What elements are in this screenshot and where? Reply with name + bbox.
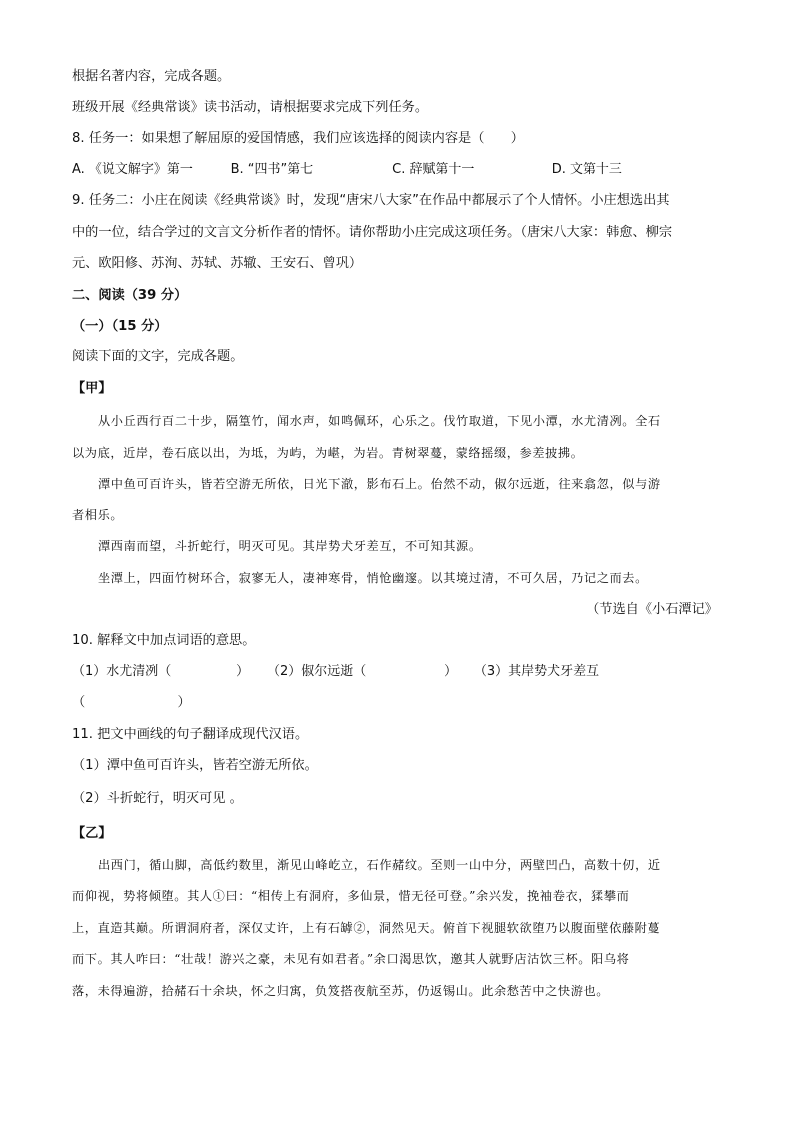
reading-instruction: 阅读下面的文字，完成各题。 — [72, 349, 244, 364]
passage-yi-line: 落，未得遍游，拾赭石十余块，怀之归寓，负笈搭夜航至苏，仍返锡山。此余愁苦中之快游也。 — [72, 984, 610, 998]
q10-item-3: （3）其岸势犬牙差互 — [473, 664, 600, 679]
q10-item-3-blank: （ ） — [72, 695, 191, 710]
q10-item-2: （2）俶尔远逝（ ） — [267, 664, 458, 679]
passage-yi-line: 而下。其人咋曰：“壮哉！游兴之豪，未见有如君者。”余口渴思饮，邀其人就野店沽饮三杯。阳乌将 — [72, 952, 630, 966]
passage-jia-line: 坐潭上，四面竹树环合，寂寥无人，凄神寒骨，悄怆幽邃。以其境过清，不可久居，乃记之而去。 — [98, 571, 648, 585]
question-8-stem: 8. 任务一：如果想了解屈原的爱国情感，我们应该选择的阅读内容是（ ） — [72, 131, 524, 146]
option-a: A. 《说文解字》第一 — [72, 162, 193, 177]
option-c: C. 辞赋第十一 — [392, 162, 475, 177]
question-11-sentence-1: （1）潭中鱼可百许头，皆若空游无所依。 — [72, 758, 318, 773]
passage-jia-line: 以为底，近岸，卷石底以出，为坻，为屿，为嵁，为岩。青树翠蔓，蒙络摇缀，参差披拂。 — [72, 446, 584, 460]
question-9-line: 元、欧阳修、苏洵、苏轼、苏辙、王安石、曾巩） — [72, 256, 363, 271]
question-9-line: 9. 任务二：小庄在阅读《经典常谈》时，发现“唐宋八大家”在作品中都展示了个人情怀。小庄想选出其 — [72, 193, 670, 208]
question-9-line: 中的一位，结合学过的文言文分析作者的情怀。请你帮助小庄完成这项任务。（唐宋八大家：韩愈、柳宗 — [72, 225, 673, 240]
passage-jia-line: 者相乐。 — [72, 508, 124, 522]
question-8-options — [72, 163, 722, 179]
question-11-stem: 11. 把文中画线的句子翻译成现代汉语。 — [72, 727, 309, 742]
section-2-title: 二、阅读（39 分） — [72, 288, 188, 303]
passage-jia-line: 从小丘西行百二十步，隔篁竹，闻水声，如鸣佩环，心乐之。伐竹取道，下见小潭，水尤清冽。全石 — [98, 414, 661, 428]
passage-jia-label: 【甲】 — [72, 381, 112, 396]
part-1-title: （一）（15 分） — [72, 319, 168, 334]
passage-yi-label: 【乙】 — [72, 826, 112, 841]
passage-yi-line: 上，直造其巅。所谓洞府者，深仅丈许，上有石罅②，洞然见天。俯首下视腿软欲堕乃以腹面壁依藤附蔓 — [72, 921, 661, 935]
passage-jia-source: （节选自《小石潭记》 — [586, 602, 718, 617]
passage-yi-line: 出西门，循山脚，高低约数里，渐见山峰屹立，石作赭纹。至则一山中分，两壁凹凸，高数十仞，近 — [98, 858, 661, 872]
option-b: B. “四书”第七 — [230, 162, 314, 177]
q10-item-1: （1）水尤清冽（ ） — [72, 664, 250, 679]
intro-line-2: 班级开展《经典常谈》读书活动，请根据要求完成下列任务。 — [72, 100, 429, 115]
question-11-sentence-2: （2）斗折蛇行，明灭可见 。 — [72, 791, 243, 806]
passage-yi-line: 而仰视，势将倾堕。其人①曰：“相传上有洞府，多仙景，惜无径可登。”余兴发，挽袖卷衣，猱攀而 — [72, 889, 630, 903]
question-10-stem: 10. 解释文中加点词语的意思。 — [72, 633, 256, 648]
intro-line-1: 根据名著内容，完成各题。 — [72, 69, 231, 84]
passage-jia-line: 潭西南而望，斗折蛇行，明灭可见。其岸势犬牙差互，不可知其源。 — [98, 539, 482, 553]
question-10-items — [72, 665, 722, 681]
passage-jia-line: 潭中鱼可百许头，皆若空游无所依，日光下澈，影布石上。佁然不动，俶尔远逝，往来翕忽，似与游 — [98, 477, 661, 491]
option-d: D. 文第十三 — [551, 162, 622, 177]
